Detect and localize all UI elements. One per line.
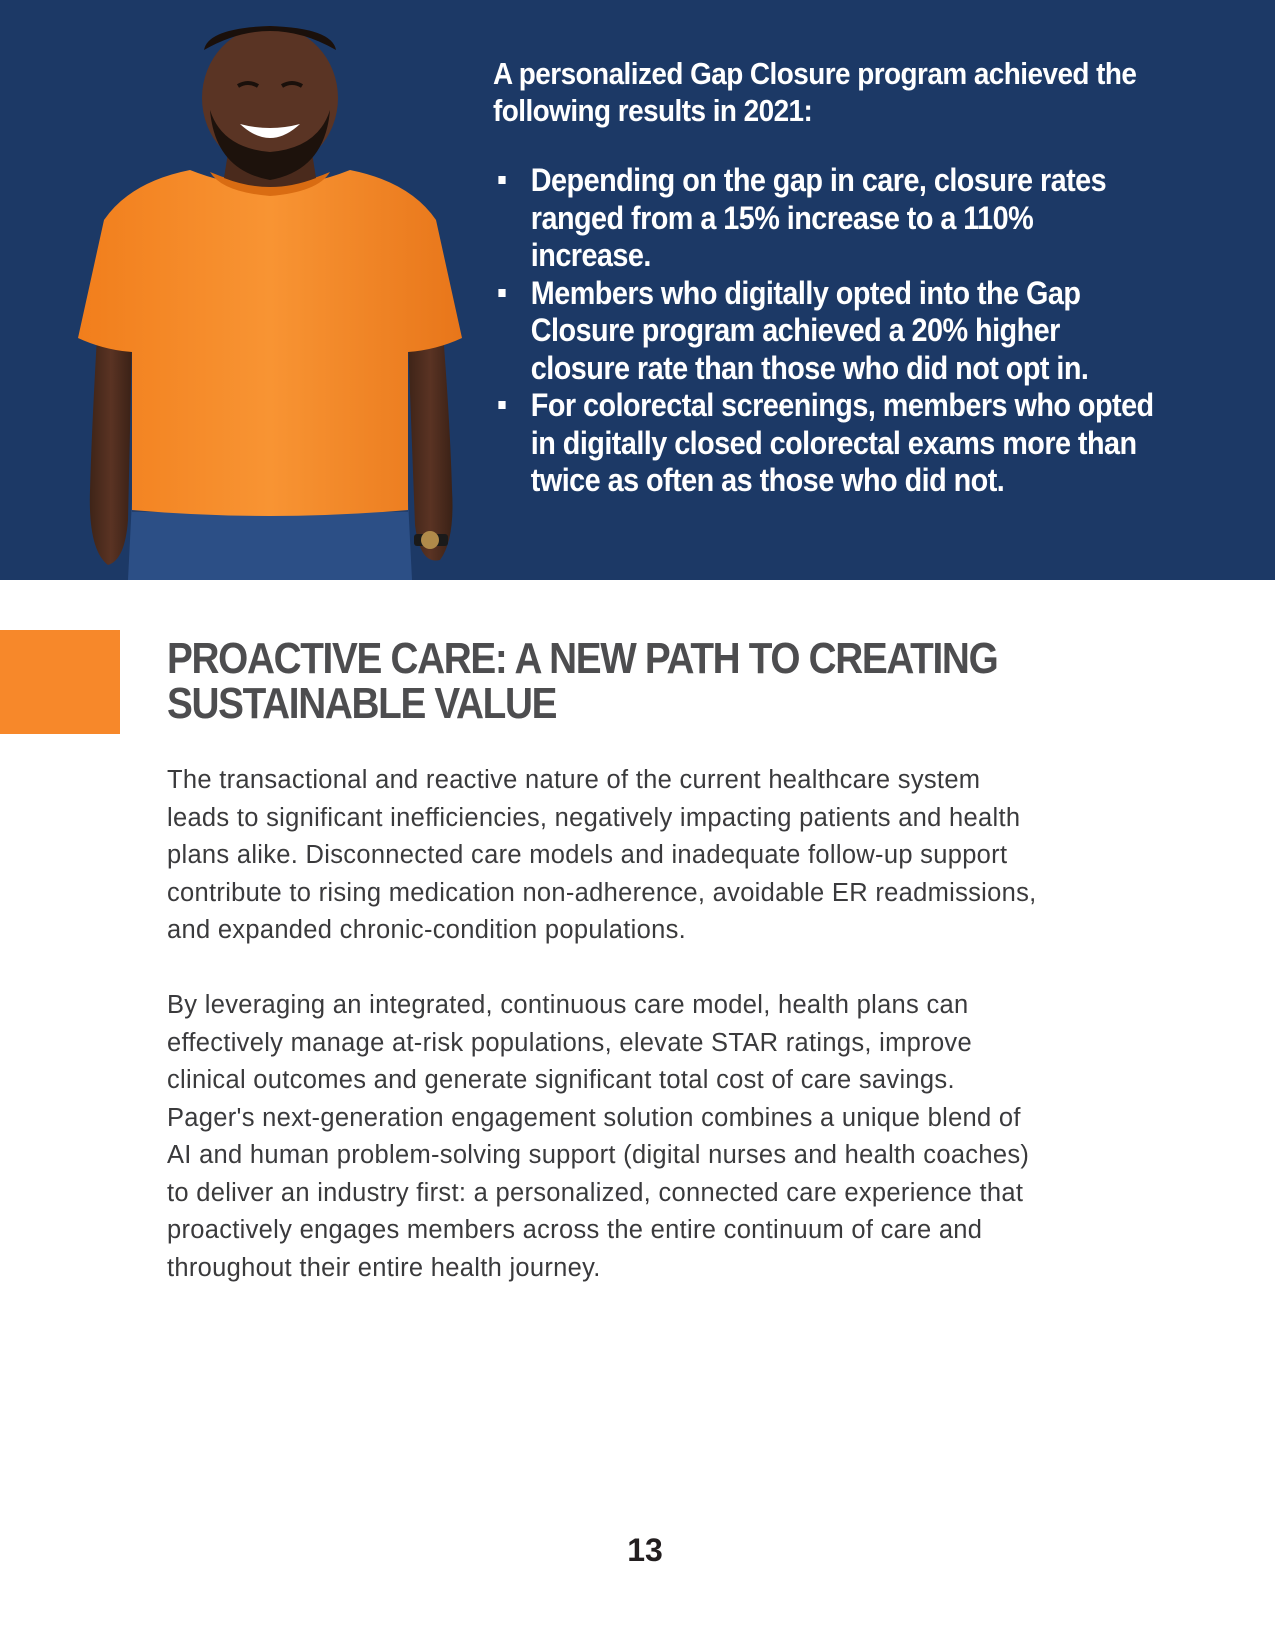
body-paragraph: By leveraging an integrated, continuous care model, health plans can effectively manage at-risk populations, elevate STAR ratings, improve clinical outcomes and generate significant total cost of care savings. Pager's next-generation engagement solution combines a unique blend of AI and human problem-solving support (digital nurses and health coaches) to deliver an industry first: a personalized, connected care experience that proactively engages members across the entire continuum of care and throughout their entire health journey.: [167, 991, 1030, 1282]
square-bullet-icon: [498, 176, 505, 184]
section-body: [167, 762, 1047, 1325]
results-list-item: [493, 387, 1159, 500]
results-list-item: [493, 275, 1159, 388]
results-list-item-text: For colorectal screenings, members who opted in digitally closed colorectal exams more than twice as often as those who did not.: [530, 387, 1154, 498]
square-bullet-icon: [498, 289, 505, 297]
section-title: PROACTIVE CARE: A NEW PATH TO CREATING SUSTAINABLE VALUE: [167, 634, 998, 728]
page-number: 13: [627, 1532, 663, 1568]
orange-accent-block: [0, 630, 120, 734]
results-list-item-text: Depending on the gap in care, closure rates ranged from a 15% increase to a 110% increase.: [530, 162, 1107, 273]
results-list: [493, 162, 1159, 500]
body-paragraph: The transactional and reactive nature of the current healthcare system leads to significant inefficiencies, negatively impacting patients and health plans alike. Disconnected care models and inadequate follow-up support contribute to rising medication non-adherence, avoidable ER readmissions, and expanded chronic-condition populations.: [167, 766, 1037, 944]
hero-banner: [0, 0, 1275, 580]
results-list-item: [493, 162, 1159, 275]
results-heading: A personalized Gap Closure program achieved the following results in 2021:: [493, 56, 1137, 128]
results-list-item-text: Members who digitally opted into the Gap Closure program achieved a 20% higher closure rate than those who did not opt in.: [530, 274, 1089, 386]
person-photo: [70, 20, 470, 580]
results-panel: [493, 55, 1233, 500]
square-bullet-icon: [498, 401, 505, 409]
